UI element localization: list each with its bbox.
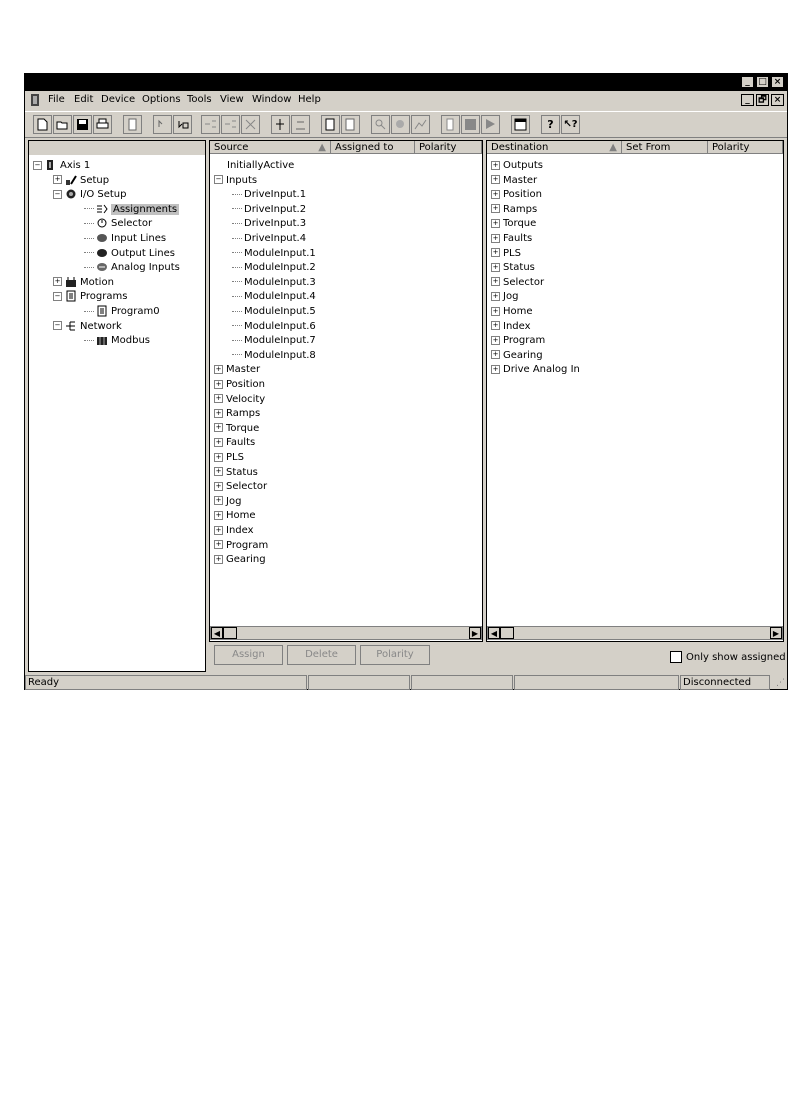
source-item-label: Status	[226, 466, 258, 478]
mdi-restore-button[interactable]: 🗗	[756, 94, 769, 106]
expand-icon[interactable]: +	[492, 335, 499, 344]
copy-icon[interactable]	[321, 115, 340, 134]
tree-item-setup[interactable]	[53, 174, 109, 188]
source-item[interactable]	[214, 363, 260, 377]
delete-button[interactable]: Delete	[287, 645, 356, 665]
destination-item-label: Status	[503, 262, 535, 274]
print-icon[interactable]	[93, 115, 112, 134]
window-icon[interactable]	[511, 115, 530, 134]
axis-icon	[45, 159, 57, 171]
source-item[interactable]	[214, 524, 254, 538]
source-item[interactable]	[232, 305, 316, 319]
expand-icon[interactable]: +	[492, 233, 499, 242]
programs-icon	[65, 290, 77, 302]
expand-icon[interactable]: +	[492, 175, 499, 184]
destination-pane	[486, 140, 784, 642]
insert-row-icon[interactable]	[201, 115, 220, 134]
source-item-label: PLS	[226, 452, 244, 463]
network-icon	[65, 320, 77, 332]
program-icon	[96, 305, 108, 317]
tree-label: Axis 1	[60, 160, 91, 171]
tree-item-modbus[interactable]	[84, 334, 150, 348]
tree-item-program0[interactable]	[84, 305, 160, 319]
destination-item-label: Selector	[503, 276, 545, 288]
destination-item[interactable]	[491, 203, 537, 217]
collapse-icon[interactable]: −	[54, 321, 61, 330]
destination-item[interactable]	[491, 159, 543, 173]
col-polarity[interactable]: Polarity	[415, 141, 482, 154]
menu-device[interactable]: Device	[101, 94, 136, 105]
insert-column-icon[interactable]	[221, 115, 240, 134]
align-bottom-icon[interactable]	[291, 115, 310, 134]
destination-item[interactable]	[491, 188, 542, 202]
source-hscrollbar[interactable]	[210, 626, 482, 640]
expand-icon[interactable]: +	[492, 277, 499, 286]
mdi-close-button[interactable]: ×	[771, 94, 784, 106]
menu-options[interactable]: Options	[142, 94, 181, 105]
only-show-assigned-label: Only show assigned	[686, 652, 786, 663]
source-item-label: ModuleInput.5	[244, 306, 316, 317]
expand-icon[interactable]: +	[492, 204, 499, 213]
expand-icon[interactable]: +	[215, 408, 222, 417]
toolbar	[25, 111, 787, 138]
tree-label: Motion	[80, 276, 114, 288]
expand-icon[interactable]: +	[492, 306, 499, 315]
expand-icon[interactable]: +	[215, 540, 222, 549]
mdi-minimize-button[interactable]: _	[741, 94, 754, 106]
source-item[interactable]	[232, 261, 316, 275]
minimize-button[interactable]: _	[741, 76, 754, 88]
collapse-icon[interactable]: −	[215, 175, 222, 184]
source-item[interactable]	[214, 553, 266, 567]
menu-window[interactable]: Window	[252, 94, 292, 105]
destination-item-label: Program	[503, 335, 546, 347]
destination-item[interactable]	[491, 261, 535, 275]
expand-icon[interactable]: +	[492, 291, 499, 300]
dest-hscrollbar[interactable]	[487, 626, 783, 640]
resize-grip-icon[interactable]: ⋰	[776, 678, 785, 688]
source-item[interactable]	[232, 203, 306, 217]
source-pane	[209, 140, 483, 642]
source-item[interactable]	[232, 334, 316, 348]
expand-icon[interactable]: +	[215, 379, 222, 388]
graph-icon[interactable]	[411, 115, 430, 134]
scroll-right-icon[interactable]: ▶	[469, 627, 481, 639]
connection-status: Disconnected	[680, 675, 770, 690]
expand-icon[interactable]: +	[54, 277, 61, 286]
destination-item-label: Master	[503, 174, 538, 186]
source-item[interactable]	[214, 539, 268, 553]
output-lines-icon	[96, 247, 108, 259]
nav-tree-pane	[28, 140, 206, 672]
source-item[interactable]	[232, 320, 316, 334]
properties-icon[interactable]	[123, 115, 142, 134]
tree-label: Assignments	[113, 203, 178, 215]
run-icon[interactable]	[481, 115, 500, 134]
tree-item-input-lines[interactable]	[84, 232, 166, 246]
destination-item[interactable]	[491, 174, 537, 188]
destination-item-label: Index	[503, 320, 531, 332]
download-icon[interactable]	[173, 115, 192, 134]
scroll-thumb[interactable]	[500, 627, 514, 639]
only-show-assigned-checkbox[interactable]	[670, 651, 682, 663]
source-item-label: ModuleInput.7	[244, 335, 316, 347]
expand-icon[interactable]: +	[492, 262, 499, 271]
source-item[interactable]	[232, 188, 306, 202]
menu-tools[interactable]: Tools	[187, 94, 212, 105]
source-item[interactable]	[214, 422, 259, 436]
source-item-label: Position	[226, 379, 265, 390]
col-assigned-to[interactable]: Assigned to	[331, 141, 415, 154]
source-item-label: Home	[226, 510, 256, 522]
tree-item-network[interactable]	[53, 320, 122, 334]
menu-edit[interactable]: Edit	[74, 94, 94, 105]
menu-help[interactable]: Help	[298, 94, 321, 105]
destination-item-label: Gearing	[503, 349, 543, 361]
source-item[interactable]	[232, 217, 306, 231]
source-item[interactable]	[232, 349, 316, 363]
destination-item[interactable]	[491, 232, 532, 246]
source-item-label: DriveInput.3	[244, 218, 307, 230]
status-panel-2	[308, 675, 410, 690]
watch-icon[interactable]	[391, 115, 410, 134]
assignments-icon	[96, 203, 108, 215]
col-set-from[interactable]: Set From	[622, 141, 708, 154]
source-item-label: ModuleInput.6	[244, 320, 316, 332]
source-item[interactable]	[214, 378, 265, 392]
source-item-label: Faults	[226, 437, 256, 449]
expand-icon[interactable]: +	[215, 510, 222, 519]
destination-item-label: PLS	[503, 247, 521, 259]
source-item-label: Inputs	[226, 174, 258, 186]
destination-item[interactable]	[491, 247, 521, 261]
tree-item-i-o-setup[interactable]	[53, 188, 126, 202]
tree-label: Selector	[111, 218, 153, 230]
align-icon[interactable]	[271, 115, 290, 134]
close-button[interactable]: ×	[771, 76, 784, 88]
polarity-button[interactable]: Polarity	[360, 645, 430, 665]
destination-item[interactable]	[491, 217, 536, 231]
source-item[interactable]	[214, 407, 260, 421]
expand-icon[interactable]: +	[215, 437, 222, 446]
destination-item[interactable]	[491, 320, 531, 334]
destination-item[interactable]	[491, 276, 544, 290]
source-item[interactable]	[214, 466, 258, 480]
source-item-label: Index	[226, 525, 254, 536]
col-dest-polarity[interactable]: Polarity	[708, 141, 783, 154]
upload-icon[interactable]	[153, 115, 172, 134]
expand-icon[interactable]: +	[215, 364, 222, 373]
tree-label: Output Lines	[111, 247, 175, 259]
sort-icon: ▲	[318, 142, 326, 153]
tree-label: Modbus	[111, 335, 150, 347]
paste-icon[interactable]	[341, 115, 360, 134]
io-setup-icon	[65, 188, 77, 200]
source-item-label: Jog	[226, 495, 242, 507]
expand-icon[interactable]: +	[492, 321, 499, 330]
expand-icon[interactable]: +	[492, 160, 499, 169]
source-item[interactable]	[232, 276, 316, 290]
status-bar	[25, 675, 787, 690]
destination-item-label: Home	[503, 306, 533, 317]
source-item[interactable]	[214, 509, 256, 523]
status-panel-4	[514, 675, 679, 690]
col-destination[interactable]: Destination ▲	[487, 141, 622, 154]
source-item-label: DriveInput.1	[244, 189, 307, 201]
source-item[interactable]	[232, 232, 306, 246]
tree-label: Analog Inputs	[111, 262, 180, 274]
help-icon[interactable]: ?	[541, 115, 560, 134]
expand-icon[interactable]: +	[215, 481, 222, 490]
source-item[interactable]	[214, 159, 294, 173]
menu-bar	[25, 92, 787, 109]
source-item-label: ModuleInput.2	[244, 262, 316, 274]
source-item-label: Master	[226, 364, 261, 376]
source-item-label: ModuleInput.8	[244, 349, 316, 361]
tree-item-assignments[interactable]	[84, 203, 179, 217]
source-item[interactable]	[214, 451, 244, 465]
source-item-label: Program	[226, 539, 269, 551]
status-text: Ready	[25, 675, 307, 690]
source-item-label: InitiallyActive	[227, 160, 295, 171]
source-item[interactable]	[232, 247, 316, 261]
tree-label: Programs	[80, 291, 128, 303]
expand-icon[interactable]: +	[54, 175, 61, 184]
expand-icon[interactable]: +	[215, 452, 222, 461]
col-source[interactable]: Source ▲	[210, 141, 331, 154]
source-item-label: Ramps	[226, 408, 261, 420]
source-item[interactable]	[214, 480, 267, 494]
status-panel-3	[411, 675, 513, 690]
tree-item-programs[interactable]	[53, 290, 127, 304]
delete-icon[interactable]	[241, 115, 260, 134]
main-window	[24, 73, 788, 690]
open-icon[interactable]	[53, 115, 72, 134]
source-item[interactable]	[214, 436, 255, 450]
source-item-label: Torque	[226, 422, 260, 434]
expand-icon[interactable]: +	[215, 525, 222, 534]
menu-view[interactable]: View	[220, 94, 244, 105]
expand-icon[interactable]: +	[492, 350, 499, 359]
input-lines-icon	[96, 232, 108, 244]
expand-icon[interactable]: +	[215, 467, 222, 476]
sort-icon: ▲	[609, 142, 617, 153]
source-item-label: DriveInput.2	[244, 203, 307, 215]
scroll-left-icon[interactable]: ◀	[488, 627, 500, 639]
analog-inputs-icon	[96, 261, 108, 273]
tree-label: Setup	[80, 174, 110, 186]
scroll-left-icon[interactable]: ◀	[211, 627, 223, 639]
source-item-label: Gearing	[226, 554, 266, 566]
expand-icon[interactable]: +	[215, 496, 222, 505]
app-doc-icon[interactable]	[30, 94, 40, 109]
modbus-icon	[96, 334, 108, 346]
expand-icon[interactable]: +	[492, 364, 499, 373]
setup-icon	[65, 174, 77, 186]
tree-item-analog-inputs[interactable]	[84, 261, 180, 275]
destination-item-label: Faults	[503, 233, 533, 244]
source-item[interactable]	[214, 495, 241, 509]
destination-item[interactable]	[491, 334, 545, 348]
source-item[interactable]	[214, 174, 257, 188]
expand-icon[interactable]: +	[492, 248, 499, 257]
collapse-icon[interactable]: −	[54, 291, 61, 300]
context-help-icon[interactable]: ↖?	[561, 115, 580, 134]
collapse-icon[interactable]: −	[34, 160, 41, 169]
zoom-icon[interactable]	[371, 115, 390, 134]
tree-label: Network	[80, 320, 122, 332]
assign-button[interactable]: Assign	[214, 645, 283, 665]
destination-item-label: Ramps	[503, 203, 538, 215]
source-item[interactable]	[232, 290, 316, 304]
destination-item-label: Position	[503, 189, 542, 201]
destination-item-label: Outputs	[503, 160, 543, 171]
destination-item-label: Torque	[503, 218, 537, 230]
menu-file[interactable]: File	[48, 94, 65, 105]
selector-icon	[96, 217, 108, 229]
tree-item-selector[interactable]	[84, 217, 152, 231]
only-show-assigned[interactable]	[670, 651, 786, 663]
stop-icon[interactable]	[461, 115, 480, 134]
save-icon[interactable]	[73, 115, 92, 134]
collapse-icon[interactable]: −	[54, 189, 61, 198]
tree-label: I/O Setup	[80, 189, 127, 201]
expand-icon[interactable]: +	[492, 189, 499, 198]
source-item-label: Velocity	[226, 393, 266, 405]
title-bar	[25, 74, 787, 91]
scroll-thumb[interactable]	[223, 627, 237, 639]
expand-icon[interactable]: +	[492, 218, 499, 227]
tree-item-output-lines[interactable]	[84, 247, 175, 261]
destination-item[interactable]	[491, 290, 518, 304]
tree-label: Program0	[111, 306, 160, 317]
expand-icon[interactable]: +	[215, 554, 222, 563]
source-item-label: DriveInput.4	[244, 233, 307, 244]
drive-icon[interactable]	[441, 115, 460, 134]
source-item-label: ModuleInput.3	[244, 276, 316, 288]
destination-item[interactable]	[491, 349, 543, 363]
new-icon[interactable]	[33, 115, 52, 134]
scroll-right-icon[interactable]: ▶	[770, 627, 782, 639]
maximize-button[interactable]: □	[756, 76, 769, 88]
destination-item[interactable]	[491, 363, 580, 377]
tree-item-axis-1[interactable]	[33, 159, 90, 173]
expand-icon[interactable]: +	[215, 394, 222, 403]
tree-item-motion[interactable]	[53, 276, 114, 290]
destination-item[interactable]	[491, 305, 533, 319]
source-item-label: ModuleInput.1	[244, 247, 316, 259]
destination-item-label: Drive Analog In	[503, 364, 580, 376]
source-item-label: Selector	[226, 481, 268, 493]
source-item-label: ModuleInput.4	[244, 291, 316, 303]
destination-item-label: Jog	[503, 291, 519, 303]
source-item[interactable]	[214, 393, 265, 407]
expand-icon[interactable]: +	[215, 423, 222, 432]
motion-icon	[65, 276, 77, 288]
tree-label: Input Lines	[111, 233, 167, 244]
